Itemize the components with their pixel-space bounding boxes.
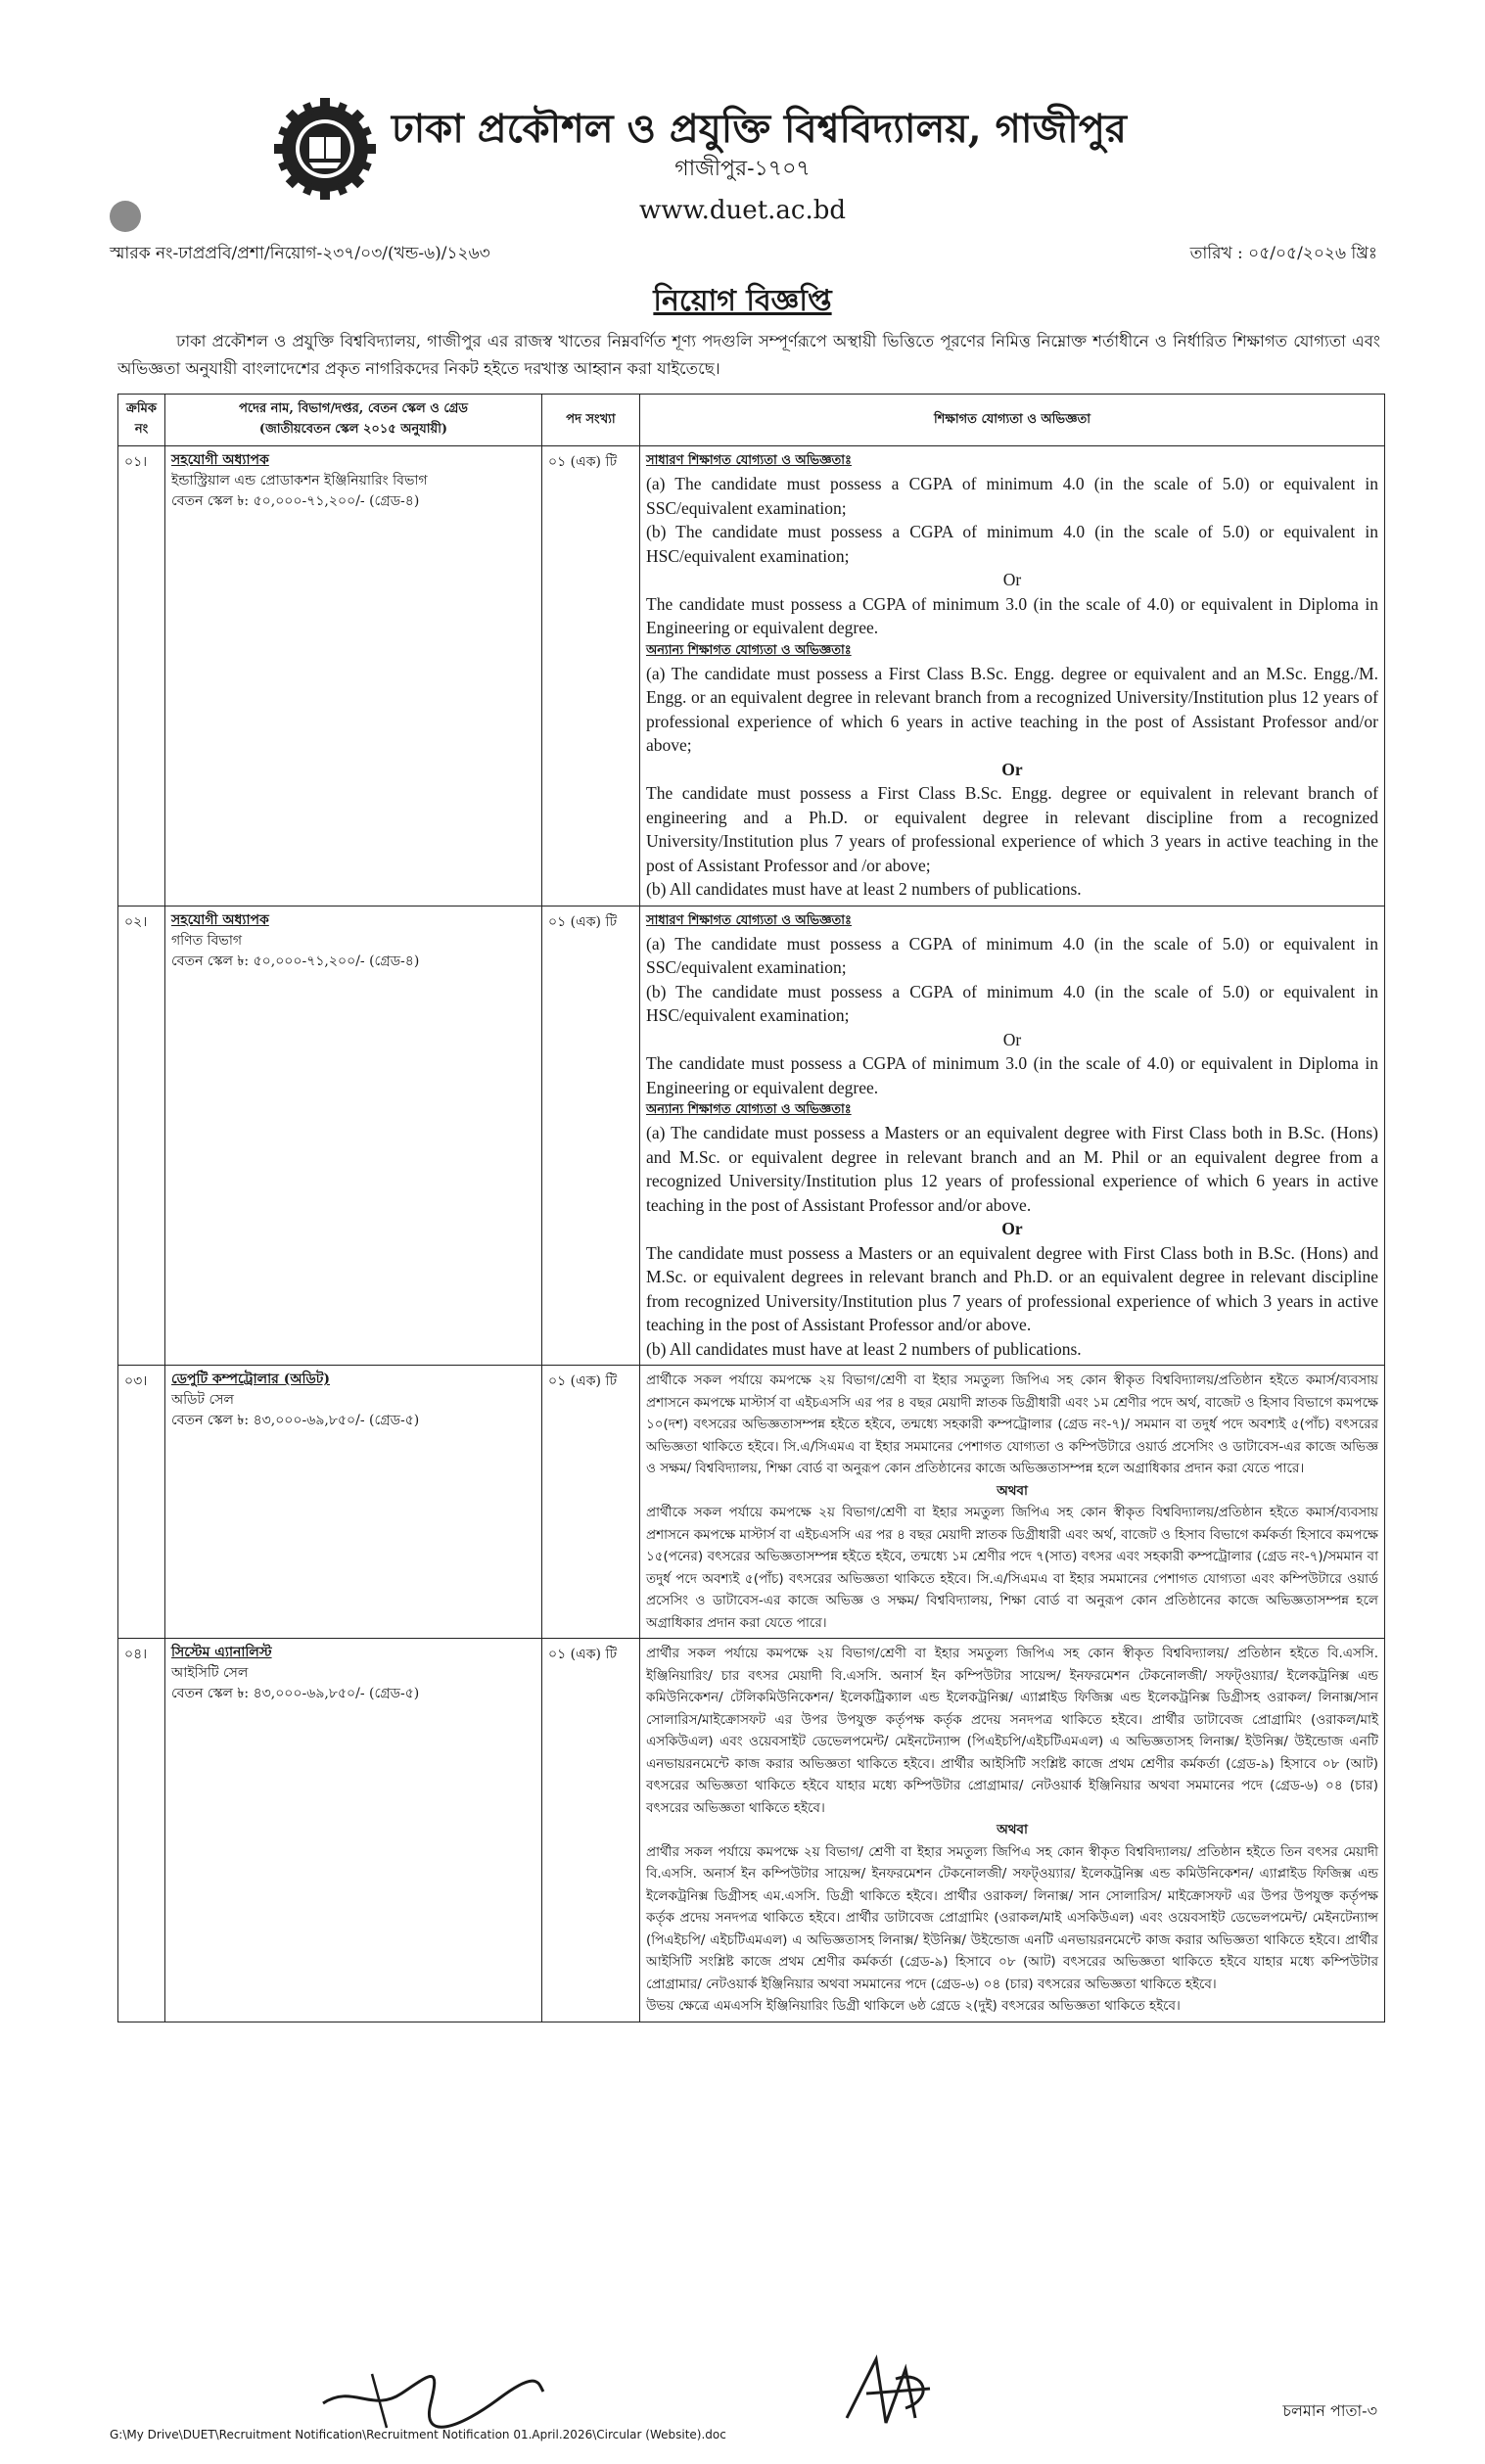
general-b: (b) The candidate must possess a CGPA of minimum 4.0 (in the scale of 5.0) or equivalent in HSC/equivalent examination;: [646, 522, 1378, 566]
other-a: (a) The candidate must possess a Masters or an equivalent degree with First Class both in B.Sc. (Hons) and M.Sc. or equivalent degree in relevant branch and an M. Phil or an equivalent degree from a recognized University/Institution plus 12 years of professional experience of which 6 years in active teaching in the post of Assistant Professor and/or above.: [646, 1123, 1378, 1215]
row-serial: ০১।: [118, 446, 165, 907]
bullet-mark: [110, 201, 141, 232]
other-c: The candidate must possess a First Class B.Sc. Engg. degree or equivalent in relevant branch of engineering and a Ph.D. or equivalent degree in relevant discipline from a recognized University/Institution plus 7 years of professional experience of which 3 years in active teaching in the post of Assistant Professor and /or above;: [646, 783, 1378, 875]
other-or: Or: [1001, 759, 1023, 779]
general-or: Or: [1002, 570, 1022, 589]
other-b: (b) All candidates must have at least 2 numbers of publications.: [646, 1338, 1082, 1359]
vacancy-table: [117, 394, 1385, 2022]
qualification-para-1: প্রার্থীকে সকল পর্যায়ে কমপক্ষে ২য় বিভাগ/শ্রেণী বা ইহার সমতুল্য জিপিএ সহ কোন স্বীকৃত বিশ্ববিদ্যালয়/প্রতিষ্ঠান হইতে কমার্স/ব্যবসায় প্রশাসনে কমপক্ষে মাস্টার্স বা এইচএসসি এর পর ৪ বছর মেয়াদী স্নাতক ডিগ্রীধারী এবং ১ম শ্রেণীর পদে অর্থ, বাজেট ও হিসাব বিভাগে কমপক্ষে ১০(দশ) বৎসরের অভিজ্ঞতাসম্পন্ন হইতে হইবে, তন্মধ্যে সহকারী কম্পট্রোলার (গ্রেড নং-৭)/ সমমান বা তদুর্ধ পদে অবশ্যই ৫(পাঁচ) বৎসরের অভিজ্ঞতা থাকিতে হইবে। সি.এ/সিএমএ বা ইহার সমমানের পেশাগত যোগ্যতা ও কম্পিউটারে ওয়ার্ড প্রসেসিং ও ডাটাবেস-এর কাজে অভিজ্ঞ ও সক্ষম/ বিশ্ববিদ্যালয়, শিক্ষা বোর্ড বা অনুরূপ কোন প্রতিষ্ঠানের কাজে অভিজ্ঞতাসম্পন্ন হলে অগ্রাধিকার প্রদান করা যেতে পারে।: [646, 1372, 1378, 1476]
notice-date: তারিখ : ০৫/০৫/২০২৬ খ্রিঃ: [1189, 244, 1377, 263]
post-title: সহযোগী অধ্যাপক: [171, 911, 269, 928]
header-post: [165, 395, 542, 446]
post-scale: বেতন স্কেল ৳: ৫০,০০০-৭১,২০০/- (গ্রেড-৪): [171, 953, 420, 969]
post-title: ডেপুটি কম্পট্রোলার (অডিট): [171, 1371, 331, 1387]
row-post: [165, 446, 542, 907]
row-post: [165, 1639, 542, 2022]
post-title: সহযোগী অধ্যাপক: [171, 452, 269, 468]
header-post-sub: (জাতীয়বেতন স্কেল ২০১৫ অনুযায়ী): [258, 422, 448, 437]
qualification-or: অথবা: [997, 1482, 1028, 1499]
notice-title: নিয়োগ বিজ্ঞপ্তি: [653, 284, 832, 318]
qualification-para-2: প্রার্থীর সকল পর্যায়ে কমপক্ষে ২য় বিভাগ/ শ্রেণী বা ইহার সমতুল্য জিপিএ সহ কোন স্বীকৃত বিশ্ববিদ্যালয়/ প্রতিষ্ঠান হইতে তিন বৎসর মেয়াদী বি.এসসি. অনার্স ইন কম্পিউটার সায়েন্স/ ইনফরমেশন টেকনোলজী/ সফট্ওয়্যার/ ইলেকট্রনিক্স এন্ড কমিউনিকেশন/ এ্যাপ্লাইড ফিজিক্স এন্ড ইলেকট্রনিক্স ডিগ্রীসহ এম.এসসি. ডিগ্রী থাকিতে হইবে। প্রার্থীর ওরাকল/ লিনাক্স/ সান সোলারিস/ মাইক্রোসফট এর উপর উপযুক্ত কর্তৃপক্ষ কর্তৃক প্রদেয় সনদপত্র থাকিতে হইবে। প্রার্থীর ডাটাবেজ প্রোগ্রামিং (ওরাকল/মাই এসকিউএল) এবং ওয়েবসাইট ডেভেলপমেন্ট/ মেইনটেন্যান্স (পিএইচপি/ এইচটিএমএল) এ অভিজ্ঞতাসহ লিনাক্স/ ইউনিক্স/ উইন্ডোজ এনটি এনভায়রনমেন্টে কাজ করার অভিজ্ঞতা থাকিতে হইবে। প্রার্থীর আইসিটি সংশ্লিষ্ট কাজে প্রথম শ্রেণীর কর্মকর্তা (গ্রেড-৯) হিসাবে ০৮ (আট) বৎসরের অভিজ্ঞতা থাকিতে হইবে যাহার মধ্যে কম্পিউটার প্রোগ্রামার/ নেটওয়ার্ক ইঞ্জিনিয়ার অথবা সমমানের পদে (গ্রেড-৬) ০৪ (চার) বৎসরের অভিজ্ঞতা থাকিতে হইবে।: [646, 1843, 1378, 1992]
general-c: The candidate must possess a CGPA of minimum 3.0 (in the scale of 4.0) or equivalent in Diploma in Engineering or equivalent degree.: [646, 1053, 1378, 1097]
signature-right: [837, 2349, 945, 2433]
post-dept: অডিট সেল: [171, 1392, 234, 1408]
other-c: The candidate must possess a Masters or an equivalent degree with First Class both in B.Sc. (Hons) and M.Sc. or equivalent degrees in relevant branch and Ph.D. or an equivalent degree in relevant discipline from recognized University/Institution plus 7 years of professional experience of which 3 years in active teaching in the post of Assistant Professor and/or above.: [646, 1242, 1378, 1334]
general-a: (a) The candidate must possess a CGPA of minimum 4.0 (in the scale of 5.0) or equivalent in SSC/equivalent examination;: [646, 933, 1378, 977]
row-qualification: [640, 446, 1385, 907]
continued-page-note: চলমান পাতা-৩: [1282, 2401, 1377, 2420]
other-a: (a) The candidate must possess a First Class B.Sc. Engg. degree or equivalent and an M.Sc. Engg./M. Engg. or an equivalent degree in relevant branch from a recognized University/Institution plus 12 years of professional experience of which 6 years in active teaching in the post of Assistant Professor and/or above;: [646, 663, 1378, 755]
post-scale: বেতন স্কেল ৳: ৪৩,০০০-৬৯,৮৫০/- (গ্রেড-৫): [171, 1686, 420, 1701]
general-qualification-heading: সাধারণ শিক্ষাগত যোগ্যতা ও অভিজ্ঞতাঃ: [646, 912, 852, 928]
qualification-para-1: প্রার্থীর সকল পর্যায়ে কমপক্ষে ২য় বিভাগ/শ্রেণী বা ইহার সমতুল্য জিপিএ সহ কোন স্বীকৃত বিশ্ববিদ্যালয়/ প্রতিষ্ঠান হইতে বি.এসসি. ইঞ্জিনিয়ারিং/ চার বৎসর মেয়াদী বি.এসসি. অনার্স ইন কম্পিউটার সায়েন্স/ ইনফরমেশন টেকনোলজী/ সফট্ওয়্যার/ ইলেকট্রনিক্স এন্ড কমিউনিকেশন/ টেলিকমিউনিকেশন/ ইলেকট্রিক্যাল এন্ড ইলেকট্রনিক্স/ এ্যাপ্লাইড ফিজিক্স এন্ড ইলেকট্রনিক্স ডিগ্রীসহ ওরাকল/ লিনাক্স/সান সোলারিস/মাইক্রোসফট এর উপর উপযুক্ত কর্তৃপক্ষ কর্তৃক প্রদেয় সনদপত্র থাকিতে হইবে। প্রার্থীর ডাটাবেজ প্রোগ্রামিং (ওরাকল/মাই এসকিউএল) এবং ওয়েবসাইট ডেভেলপমেন্ট/ মেইনটেন্যান্স (পিএইচপি/এইচটিএমএল) এ অভিজ্ঞতাসহ লিনাক্স/ ইউনিক্স/ উইন্ডোজ এনটি এনভায়রনমেন্টে কাজ করার অভিজ্ঞতা থাকিতে হইবে। প্রার্থীর আইসিটি সংশ্লিষ্ট কাজে প্রথম শ্রেণীর কর্মকর্তা (গ্রেড-৯) হিসাবে ০৮ (আট) বৎসরের অভিজ্ঞতা থাকিতে হইবে যাহার মধ্যে কম্পিউটার প্রোগ্রামার/ নেটওয়ার্ক ইঞ্জিনিয়ার অথবা সমমানের পদে (গ্রেড-৬) ০৪ (চার) বৎসরের অভিজ্ঞতা থাকিতে হইবে।: [646, 1646, 1378, 1816]
post-dept: ইন্ডাস্ট্রিয়াল এন্ড প্রোডাকশন ইঞ্জিনিয়ারিং বিভাগ: [171, 473, 428, 488]
general-a: (a) The candidate must possess a CGPA of minimum 4.0 (in the scale of 5.0) or equivalent in SSC/equivalent examination;: [646, 474, 1378, 518]
university-website: www.duet.ac.bd: [638, 196, 847, 225]
other-qualification-heading: অন্যান্য শিক্ষাগত যোগ্যতা ও অভিজ্ঞতাঃ: [646, 642, 852, 658]
header-post-label: পদের নাম, বিভাগ/দপ্তর, বেতন স্কেল ও গ্রেড: [239, 401, 468, 416]
row-qualification: [640, 1366, 1385, 1639]
other-b: (b) All candidates must have at least 2 numbers of publications.: [646, 879, 1082, 899]
file-path: G:\My Drive\DUET\Recruitment Notification\Recruitment Notification 01.April.2026\Circular (Website).doc: [110, 2428, 726, 2441]
row-count: ০১ (এক) টি: [542, 1366, 640, 1639]
row-post: [165, 1366, 542, 1639]
row-qualification: [640, 1639, 1385, 2022]
other-or: Or: [1001, 1219, 1023, 1238]
row-serial: ০৪।: [118, 1639, 165, 2022]
post-title: সিস্টেম এ্যানালিস্ট: [171, 1645, 272, 1660]
general-c: The candidate must possess a CGPA of minimum 3.0 (in the scale of 4.0) or equivalent in Diploma in Engineering or equivalent degree.: [646, 593, 1378, 637]
university-address: গাজীপুর-১৭০৭: [674, 157, 811, 181]
header-serial: ক্রমিক নং: [118, 395, 165, 446]
university-name: ঢাকা প্রকৌশল ও প্রযুক্তি বিশ্ববিদ্যালয়, গাজীপুর: [392, 106, 1127, 152]
post-scale: বেতন স্কেল ৳: ৫০,০০০-৭১,২০০/- (গ্রেড-৪): [171, 493, 420, 509]
other-qualification-heading: অন্যান্য শিক্ষাগত যোগ্যতা ও অভিজ্ঞতাঃ: [646, 1102, 852, 1117]
post-dept: গণিত বিভাগ: [171, 932, 243, 949]
signature-left: [313, 2345, 548, 2433]
row-count: ০১ (এক) টি: [542, 1639, 640, 2022]
table-row: [118, 446, 1385, 907]
general-or: Or: [1002, 1029, 1022, 1049]
row-qualification: [640, 906, 1385, 1366]
post-dept: আইসিটি সেল: [171, 1665, 249, 1681]
qualification-or: অথবা: [997, 1822, 1028, 1837]
qualification-para-3: উভয় ক্ষেত্রে এমএসসি ইঞ্জিনিয়ারিং ডিগ্রী থাকিলে ৬ষ্ঠ গ্রেডে ২(দুই) বৎসরের অভিজ্ঞতা থাকিতে হইবে।: [646, 1998, 1181, 2014]
post-scale: বেতন স্কেল ৳: ৪৩,০০০-৬৯,৮৫০/- (গ্রেড-৫): [171, 1413, 420, 1428]
row-post: [165, 906, 542, 1366]
row-serial: ০৩।: [118, 1366, 165, 1639]
header-qualification: শিক্ষাগত যোগ্যতা ও অভিজ্ঞতা: [640, 395, 1385, 446]
table-row: [118, 1366, 1385, 1639]
row-count: ০১ (এক) টি: [542, 906, 640, 1366]
header-count: পদ সংখ্যা: [542, 395, 640, 446]
table-row: [118, 1639, 1385, 2022]
table-header-row: [118, 395, 1385, 446]
qualification-para-2: প্রার্থীকে সকল পর্যায়ে কমপক্ষে ২য় বিভাগ/শ্রেণী বা ইহার সমতুল্য জিপিএ সহ কোন স্বীকৃত বিশ্ববিদ্যালয়/প্রতিষ্ঠান হইতে কমার্স/ব্যবসায় প্রশাসনে কমপক্ষে মাস্টার্স বা এইচএসসি এর পর ৪ বছর মেয়াদী স্নাতক ডিগ্রীধারী এবং অর্থ, বাজেট ও হিসাব বিভাগে কর্মকর্তা হিসাবে কমপক্ষে ১৫(পনের) বৎসরের অভিজ্ঞতাসম্পন্ন হইতে হইবে, তন্মধ্যে ১ম শ্রেণীর পদে ৭(সাত) বৎসর এবং সহকারী কম্পট্রোলার (গ্রেড নং-৭)/সমমান বা তদুর্ধ পদে অবশ্যই ৫(পাঁচ) বৎসরের অভিজ্ঞতা থাকিতে হইবে। সি.এ/সিএমএ বা ইহার সমমানের পেশাগত যোগ্যতা এবং কম্পিউটারে ওয়ার্ড প্রসেসিং ও ডাটাবেস-এর কাজে অভিজ্ঞ ও সক্ষম/ বিশ্ববিদ্যালয়, শিক্ষা বোর্ড বা অনুরূপ কোন প্রতিষ্ঠানের কাজে অভিজ্ঞতাসম্পন্ন হলে অগ্রাধিকার প্রদান করা যেতে পারে।: [646, 1505, 1378, 1631]
row-serial: ০২।: [118, 906, 165, 1366]
general-qualification-heading: সাধারণ শিক্ষাগত যোগ্যতা ও অভিজ্ঞতাঃ: [646, 453, 852, 468]
notice-intro: ঢাকা প্রকৌশল ও প্রযুক্তি বিশ্ববিদ্যালয়, গাজীপুর এর রাজস্ব খাতের নিম্নবর্ণিত শূণ্য পদগুলি সম্পূর্ণরূপে অস্থায়ী ভিত্তিতে পূরণের নিমিত্ত নিম্নোক্ত শর্তাধীনে ও নির্ধারিত শিক্ষাগত যোগ্যতা এবং অভিজ্ঞতা অনুযায়ী বাংলাদেশের প্রকৃত নাগরিকদের নিকট হইতে দরখাস্ত আহ্বান করা যাইতেছে।: [117, 332, 1380, 378]
table-row: [118, 906, 1385, 1366]
general-b: (b) The candidate must possess a CGPA of minimum 4.0 (in the scale of 5.0) or equivalent in HSC/equivalent examination;: [646, 981, 1378, 1025]
row-count: ০১ (এক) টি: [542, 446, 640, 907]
memo-number: স্মারক নং-ঢাপ্রপ্রবি/প্রশা/নিয়োগ-২৩৭/০৩/(খন্ড-৬)/১২৬৩: [110, 244, 490, 263]
